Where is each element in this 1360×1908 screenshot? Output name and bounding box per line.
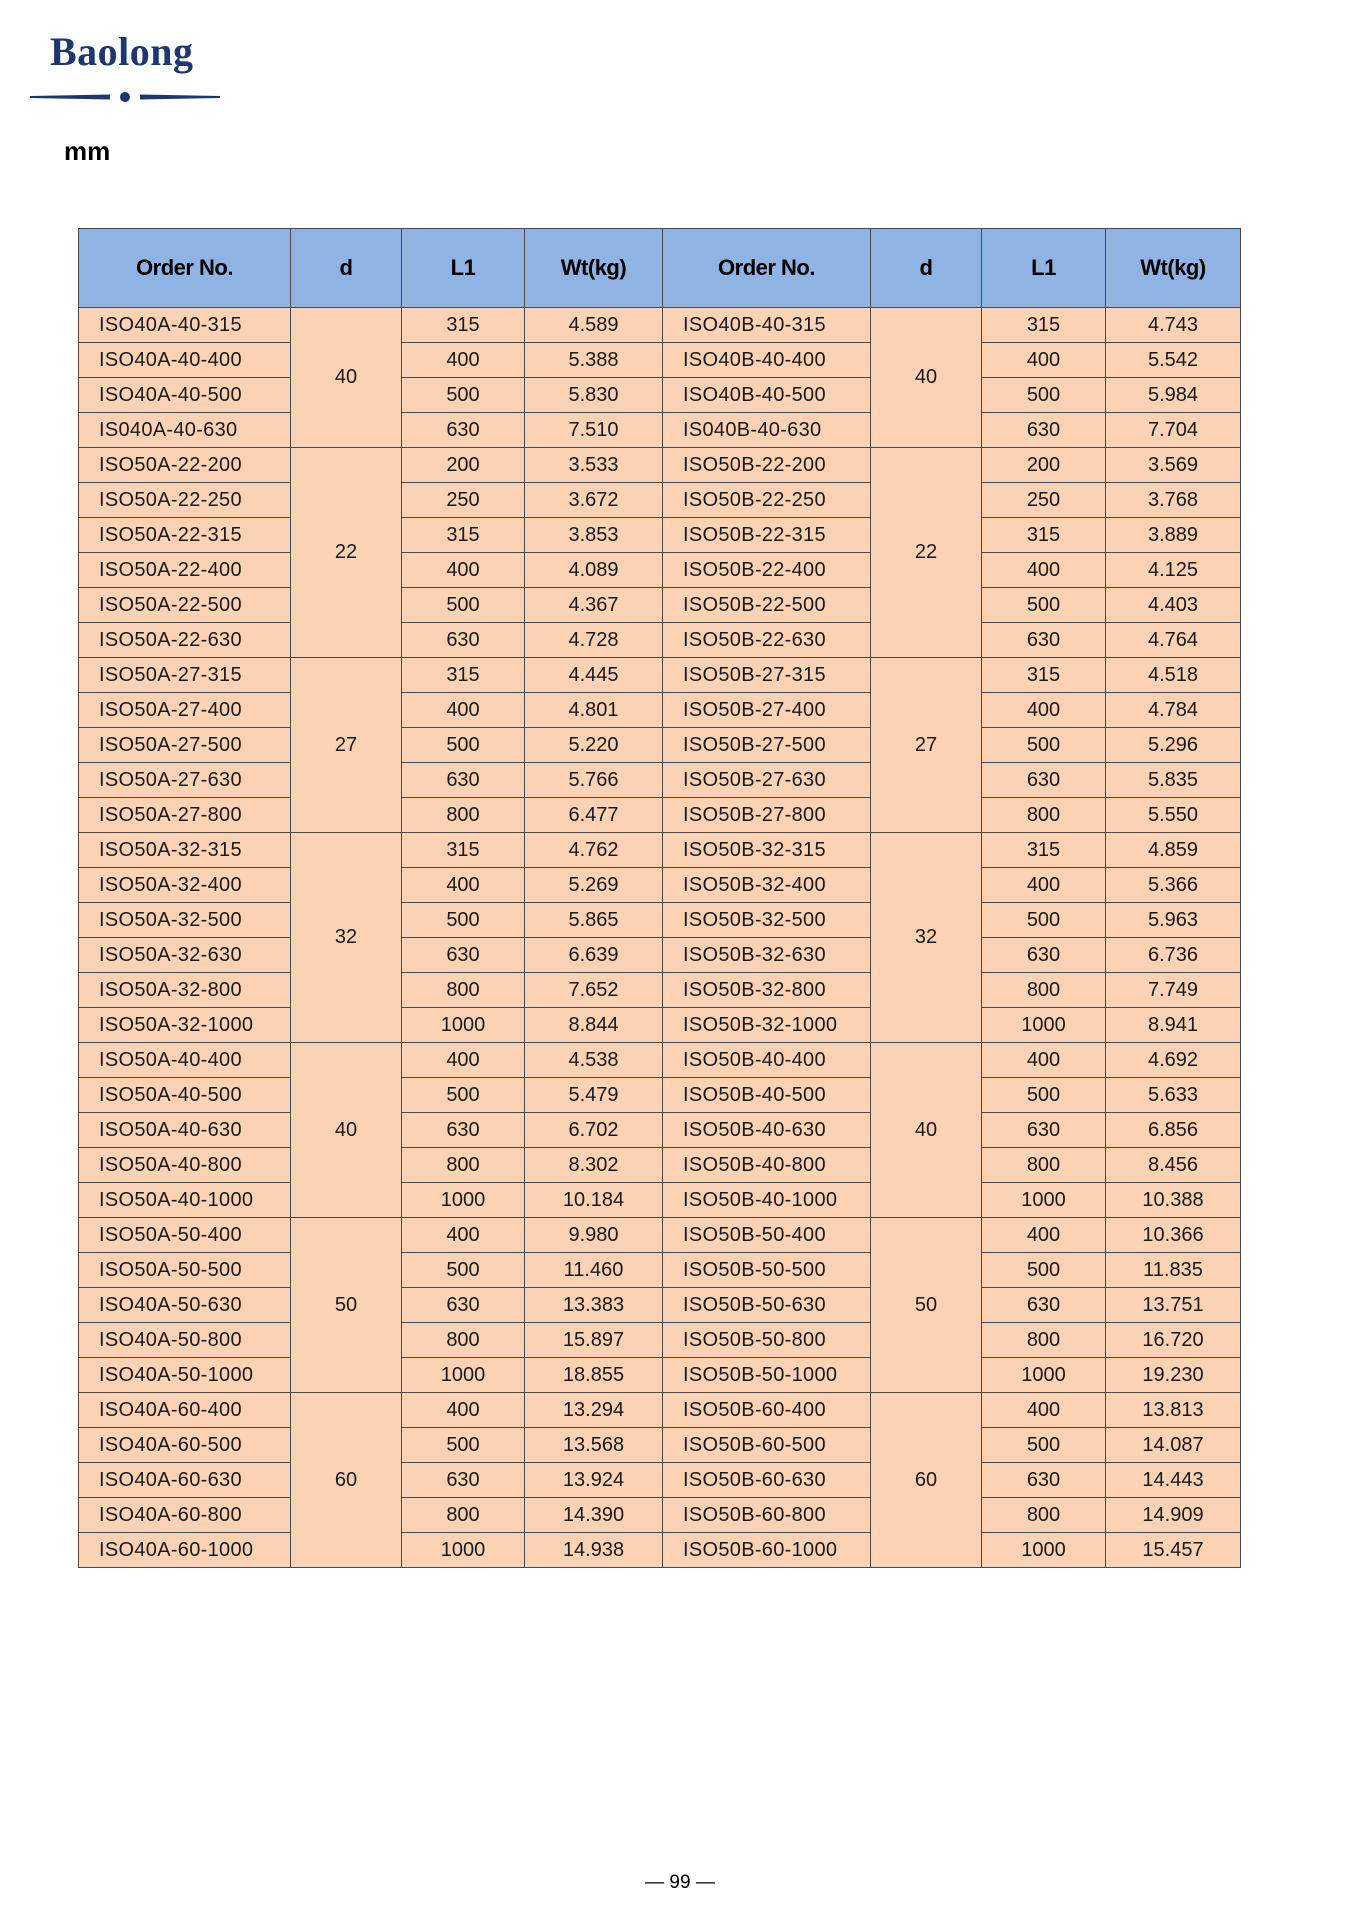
weight-a-cell: 4.801 bbox=[525, 693, 663, 728]
table-row bbox=[79, 798, 1241, 833]
table-row bbox=[79, 1113, 1241, 1148]
header-d-b: d bbox=[871, 229, 982, 308]
order-no-a-cell: ISO40A-40-315 bbox=[79, 308, 291, 343]
table-row bbox=[79, 1288, 1241, 1323]
table-body bbox=[79, 308, 1241, 1568]
table-row bbox=[79, 1218, 1241, 1253]
order-no-b-cell: ISO50B-32-315 bbox=[663, 833, 871, 868]
order-no-a-cell: ISO50A-27-400 bbox=[79, 693, 291, 728]
weight-a-cell: 7.510 bbox=[525, 413, 663, 448]
l1-a-cell: 400 bbox=[402, 553, 525, 588]
order-no-a-cell: ISO50A-32-500 bbox=[79, 903, 291, 938]
weight-b-cell: 19.230 bbox=[1106, 1358, 1241, 1393]
order-no-b-cell: ISO50B-60-800 bbox=[663, 1498, 871, 1533]
d-b-cell: 40 bbox=[871, 1043, 982, 1218]
weight-b-cell: 4.859 bbox=[1106, 833, 1241, 868]
order-no-b-cell: ISO50B-50-400 bbox=[663, 1218, 871, 1253]
order-no-a-cell: ISO50A-32-400 bbox=[79, 868, 291, 903]
weight-a-cell: 11.460 bbox=[525, 1253, 663, 1288]
weight-b-cell: 16.720 bbox=[1106, 1323, 1241, 1358]
l1-a-cell: 500 bbox=[402, 1078, 525, 1113]
l1-a-cell: 500 bbox=[402, 728, 525, 763]
header-l1-a: L1 bbox=[402, 229, 525, 308]
order-no-b-cell: ISO50B-32-500 bbox=[663, 903, 871, 938]
weight-b-cell: 10.388 bbox=[1106, 1183, 1241, 1218]
order-no-b-cell: ISO50B-60-500 bbox=[663, 1428, 871, 1463]
order-no-b-cell: ISO40B-40-500 bbox=[663, 378, 871, 413]
weight-a-cell: 4.538 bbox=[525, 1043, 663, 1078]
order-no-b-cell: ISO50B-22-200 bbox=[663, 448, 871, 483]
l1-a-cell: 315 bbox=[402, 518, 525, 553]
l1-b-cell: 315 bbox=[982, 308, 1106, 343]
l1-b-cell: 800 bbox=[982, 973, 1106, 1008]
table-row bbox=[79, 483, 1241, 518]
weight-a-cell: 18.855 bbox=[525, 1358, 663, 1393]
header-order-no-b: Order No. bbox=[663, 229, 871, 308]
l1-a-cell: 800 bbox=[402, 1323, 525, 1358]
weight-b-cell: 8.456 bbox=[1106, 1148, 1241, 1183]
table-row bbox=[79, 1498, 1241, 1533]
table-row bbox=[79, 553, 1241, 588]
l1-b-cell: 630 bbox=[982, 413, 1106, 448]
table-row bbox=[79, 1148, 1241, 1183]
table-row bbox=[79, 1323, 1241, 1358]
table-row bbox=[79, 833, 1241, 868]
d-a-cell: 50 bbox=[291, 1218, 402, 1393]
l1-a-cell: 500 bbox=[402, 588, 525, 623]
brand-logo bbox=[30, 28, 220, 103]
d-a-cell: 27 bbox=[291, 658, 402, 833]
weight-a-cell: 13.924 bbox=[525, 1463, 663, 1498]
l1-a-cell: 500 bbox=[402, 1253, 525, 1288]
order-no-b-cell: ISO50B-22-315 bbox=[663, 518, 871, 553]
l1-a-cell: 1000 bbox=[402, 1358, 525, 1393]
order-no-a-cell: ISO40A-50-800 bbox=[79, 1323, 291, 1358]
weight-a-cell: 4.589 bbox=[525, 308, 663, 343]
weight-a-cell: 4.728 bbox=[525, 623, 663, 658]
weight-a-cell: 15.897 bbox=[525, 1323, 663, 1358]
order-no-b-cell: ISO50B-40-400 bbox=[663, 1043, 871, 1078]
d-a-cell: 40 bbox=[291, 308, 402, 448]
weight-b-cell: 13.751 bbox=[1106, 1288, 1241, 1323]
weight-a-cell: 3.533 bbox=[525, 448, 663, 483]
spec-table bbox=[78, 228, 1241, 1568]
order-no-b-cell: ISO50B-50-500 bbox=[663, 1253, 871, 1288]
l1-a-cell: 630 bbox=[402, 1463, 525, 1498]
l1-a-cell: 400 bbox=[402, 1393, 525, 1428]
weight-a-cell: 5.766 bbox=[525, 763, 663, 798]
weight-b-cell: 3.569 bbox=[1106, 448, 1241, 483]
weight-b-cell: 5.366 bbox=[1106, 868, 1241, 903]
weight-b-cell: 8.941 bbox=[1106, 1008, 1241, 1043]
header-l1-b: L1 bbox=[982, 229, 1106, 308]
header-d-a: d bbox=[291, 229, 402, 308]
order-no-a-cell: ISO50A-32-1000 bbox=[79, 1008, 291, 1043]
weight-b-cell: 3.768 bbox=[1106, 483, 1241, 518]
weight-a-cell: 8.844 bbox=[525, 1008, 663, 1043]
weight-a-cell: 13.568 bbox=[525, 1428, 663, 1463]
l1-b-cell: 1000 bbox=[982, 1183, 1106, 1218]
l1-b-cell: 1000 bbox=[982, 1533, 1106, 1568]
l1-b-cell: 250 bbox=[982, 483, 1106, 518]
weight-b-cell: 15.457 bbox=[1106, 1533, 1241, 1568]
order-no-b-cell: ISO50B-40-1000 bbox=[663, 1183, 871, 1218]
weight-a-cell: 5.830 bbox=[525, 378, 663, 413]
order-no-b-cell: ISO50B-40-500 bbox=[663, 1078, 871, 1113]
order-no-b-cell: ISO50B-50-1000 bbox=[663, 1358, 871, 1393]
l1-b-cell: 400 bbox=[982, 553, 1106, 588]
table-row bbox=[79, 693, 1241, 728]
l1-b-cell: 500 bbox=[982, 1253, 1106, 1288]
weight-b-cell: 5.550 bbox=[1106, 798, 1241, 833]
table-row bbox=[79, 1043, 1241, 1078]
weight-b-cell: 4.125 bbox=[1106, 553, 1241, 588]
l1-b-cell: 400 bbox=[982, 693, 1106, 728]
weight-a-cell: 14.938 bbox=[525, 1533, 663, 1568]
order-no-b-cell: ISO50B-32-630 bbox=[663, 938, 871, 973]
l1-a-cell: 1000 bbox=[402, 1183, 525, 1218]
weight-b-cell: 5.963 bbox=[1106, 903, 1241, 938]
l1-b-cell: 630 bbox=[982, 623, 1106, 658]
weight-b-cell: 5.633 bbox=[1106, 1078, 1241, 1113]
l1-a-cell: 630 bbox=[402, 763, 525, 798]
table-row bbox=[79, 413, 1241, 448]
d-a-cell: 32 bbox=[291, 833, 402, 1043]
weight-b-cell: 4.692 bbox=[1106, 1043, 1241, 1078]
table-row bbox=[79, 973, 1241, 1008]
weight-b-cell: 5.835 bbox=[1106, 763, 1241, 798]
l1-a-cell: 800 bbox=[402, 798, 525, 833]
order-no-a-cell: IS040A-40-630 bbox=[79, 413, 291, 448]
weight-a-cell: 14.390 bbox=[525, 1498, 663, 1533]
l1-b-cell: 500 bbox=[982, 1078, 1106, 1113]
table-row bbox=[79, 1253, 1241, 1288]
weight-a-cell: 5.865 bbox=[525, 903, 663, 938]
l1-b-cell: 200 bbox=[982, 448, 1106, 483]
table-row bbox=[79, 1463, 1241, 1498]
order-no-b-cell: ISO50B-32-1000 bbox=[663, 1008, 871, 1043]
order-no-b-cell: ISO50B-32-800 bbox=[663, 973, 871, 1008]
l1-a-cell: 250 bbox=[402, 483, 525, 518]
d-b-cell: 22 bbox=[871, 448, 982, 658]
order-no-b-cell: ISO50B-60-1000 bbox=[663, 1533, 871, 1568]
l1-b-cell: 800 bbox=[982, 1323, 1106, 1358]
order-no-b-cell: ISO50B-32-400 bbox=[663, 868, 871, 903]
table-row bbox=[79, 378, 1241, 413]
weight-b-cell: 6.736 bbox=[1106, 938, 1241, 973]
table-row bbox=[79, 1008, 1241, 1043]
order-no-a-cell: ISO50A-40-800 bbox=[79, 1148, 291, 1183]
weight-b-cell: 5.542 bbox=[1106, 343, 1241, 378]
table-row bbox=[79, 308, 1241, 343]
order-no-b-cell: ISO50B-40-630 bbox=[663, 1113, 871, 1148]
weight-b-cell: 13.813 bbox=[1106, 1393, 1241, 1428]
l1-a-cell: 315 bbox=[402, 833, 525, 868]
order-no-a-cell: ISO40A-60-400 bbox=[79, 1393, 291, 1428]
l1-b-cell: 630 bbox=[982, 1288, 1106, 1323]
l1-a-cell: 315 bbox=[402, 308, 525, 343]
weight-a-cell: 5.220 bbox=[525, 728, 663, 763]
unit-label: mm bbox=[64, 136, 111, 166]
weight-a-cell: 13.383 bbox=[525, 1288, 663, 1323]
order-no-a-cell: ISO50A-27-500 bbox=[79, 728, 291, 763]
l1-b-cell: 500 bbox=[982, 903, 1106, 938]
weight-a-cell: 6.477 bbox=[525, 798, 663, 833]
order-no-b-cell: ISO50B-27-315 bbox=[663, 658, 871, 693]
weight-a-cell: 5.269 bbox=[525, 868, 663, 903]
order-no-b-cell: ISO50B-60-400 bbox=[663, 1393, 871, 1428]
order-no-a-cell: ISO50A-27-630 bbox=[79, 763, 291, 798]
order-no-a-cell: ISO50A-22-200 bbox=[79, 448, 291, 483]
d-a-cell: 22 bbox=[291, 448, 402, 658]
header-weight-b: Wt(kg) bbox=[1106, 229, 1241, 308]
l1-b-cell: 400 bbox=[982, 1393, 1106, 1428]
weight-b-cell: 4.743 bbox=[1106, 308, 1241, 343]
weight-a-cell: 4.089 bbox=[525, 553, 663, 588]
logo-swoosh-icon bbox=[30, 90, 220, 104]
table-header-row bbox=[79, 229, 1241, 308]
order-no-a-cell: ISO50A-22-500 bbox=[79, 588, 291, 623]
l1-b-cell: 630 bbox=[982, 1113, 1106, 1148]
l1-a-cell: 800 bbox=[402, 1498, 525, 1533]
d-b-cell: 40 bbox=[871, 308, 982, 448]
weight-b-cell: 6.856 bbox=[1106, 1113, 1241, 1148]
l1-a-cell: 630 bbox=[402, 1113, 525, 1148]
l1-a-cell: 630 bbox=[402, 623, 525, 658]
order-no-a-cell: ISO50A-40-630 bbox=[79, 1113, 291, 1148]
l1-b-cell: 400 bbox=[982, 1218, 1106, 1253]
order-no-b-cell: ISO50B-60-630 bbox=[663, 1463, 871, 1498]
weight-b-cell: 5.296 bbox=[1106, 728, 1241, 763]
table-row bbox=[79, 763, 1241, 798]
page-number: — 99 — bbox=[645, 1872, 715, 1893]
weight-b-cell: 10.366 bbox=[1106, 1218, 1241, 1253]
table-row bbox=[79, 1393, 1241, 1428]
order-no-b-cell: ISO50B-40-800 bbox=[663, 1148, 871, 1183]
order-no-a-cell: ISO50A-40-500 bbox=[79, 1078, 291, 1113]
weight-a-cell: 3.853 bbox=[525, 518, 663, 553]
order-no-a-cell: ISO40A-40-500 bbox=[79, 378, 291, 413]
table-row bbox=[79, 1428, 1241, 1463]
order-no-a-cell: ISO50A-22-250 bbox=[79, 483, 291, 518]
table-row bbox=[79, 448, 1241, 483]
table-row bbox=[79, 728, 1241, 763]
header-order-no-a: Order No. bbox=[79, 229, 291, 308]
l1-b-cell: 800 bbox=[982, 1498, 1106, 1533]
l1-a-cell: 1000 bbox=[402, 1008, 525, 1043]
order-no-a-cell: ISO40A-60-500 bbox=[79, 1428, 291, 1463]
table-row bbox=[79, 868, 1241, 903]
l1-b-cell: 400 bbox=[982, 1043, 1106, 1078]
table-row bbox=[79, 903, 1241, 938]
table-row bbox=[79, 518, 1241, 553]
l1-a-cell: 500 bbox=[402, 903, 525, 938]
l1-b-cell: 500 bbox=[982, 728, 1106, 763]
order-no-a-cell: ISO50A-40-400 bbox=[79, 1043, 291, 1078]
table-row bbox=[79, 1358, 1241, 1393]
l1-b-cell: 500 bbox=[982, 1428, 1106, 1463]
order-no-a-cell: ISO40A-60-800 bbox=[79, 1498, 291, 1533]
l1-a-cell: 1000 bbox=[402, 1533, 525, 1568]
table-row bbox=[79, 658, 1241, 693]
weight-b-cell: 4.518 bbox=[1106, 658, 1241, 693]
l1-b-cell: 400 bbox=[982, 343, 1106, 378]
order-no-a-cell: ISO50A-50-400 bbox=[79, 1218, 291, 1253]
weight-b-cell: 7.704 bbox=[1106, 413, 1241, 448]
l1-a-cell: 315 bbox=[402, 658, 525, 693]
order-no-b-cell: ISO40B-40-400 bbox=[663, 343, 871, 378]
order-no-a-cell: ISO50A-32-630 bbox=[79, 938, 291, 973]
l1-b-cell: 630 bbox=[982, 1463, 1106, 1498]
order-no-b-cell: ISO50B-50-800 bbox=[663, 1323, 871, 1358]
d-b-cell: 32 bbox=[871, 833, 982, 1043]
order-no-b-cell: ISO50B-22-250 bbox=[663, 483, 871, 518]
weight-b-cell: 4.403 bbox=[1106, 588, 1241, 623]
order-no-b-cell: ISO50B-22-400 bbox=[663, 553, 871, 588]
l1-b-cell: 630 bbox=[982, 763, 1106, 798]
weight-a-cell: 4.762 bbox=[525, 833, 663, 868]
d-a-cell: 40 bbox=[291, 1043, 402, 1218]
weight-a-cell: 3.672 bbox=[525, 483, 663, 518]
order-no-a-cell: ISO40A-50-1000 bbox=[79, 1358, 291, 1393]
order-no-b-cell: ISO50B-27-400 bbox=[663, 693, 871, 728]
l1-b-cell: 630 bbox=[982, 938, 1106, 973]
l1-b-cell: 315 bbox=[982, 833, 1106, 868]
weight-b-cell: 14.443 bbox=[1106, 1463, 1241, 1498]
weight-a-cell: 5.479 bbox=[525, 1078, 663, 1113]
weight-a-cell: 7.652 bbox=[525, 973, 663, 1008]
table-row bbox=[79, 623, 1241, 658]
weight-b-cell: 5.984 bbox=[1106, 378, 1241, 413]
order-no-a-cell: ISO40A-40-400 bbox=[79, 343, 291, 378]
header-weight-a: Wt(kg) bbox=[525, 229, 663, 308]
order-no-a-cell: ISO40A-60-1000 bbox=[79, 1533, 291, 1568]
weight-b-cell: 4.764 bbox=[1106, 623, 1241, 658]
order-no-b-cell: ISO50B-27-800 bbox=[663, 798, 871, 833]
order-no-a-cell: ISO50A-27-315 bbox=[79, 658, 291, 693]
table-row bbox=[79, 1183, 1241, 1218]
l1-b-cell: 1000 bbox=[982, 1008, 1106, 1043]
l1-b-cell: 315 bbox=[982, 518, 1106, 553]
l1-a-cell: 400 bbox=[402, 693, 525, 728]
l1-a-cell: 630 bbox=[402, 1288, 525, 1323]
weight-b-cell: 7.749 bbox=[1106, 973, 1241, 1008]
order-no-b-cell: ISO50B-27-500 bbox=[663, 728, 871, 763]
table-row bbox=[79, 1533, 1241, 1568]
l1-b-cell: 315 bbox=[982, 658, 1106, 693]
weight-a-cell: 9.980 bbox=[525, 1218, 663, 1253]
order-no-a-cell: ISO50A-22-400 bbox=[79, 553, 291, 588]
l1-b-cell: 400 bbox=[982, 868, 1106, 903]
l1-a-cell: 800 bbox=[402, 1148, 525, 1183]
order-no-a-cell: ISO50A-32-800 bbox=[79, 973, 291, 1008]
l1-a-cell: 400 bbox=[402, 868, 525, 903]
weight-a-cell: 6.639 bbox=[525, 938, 663, 973]
brand-name: Baolong bbox=[50, 29, 194, 74]
weight-a-cell: 13.294 bbox=[525, 1393, 663, 1428]
order-no-a-cell: ISO50A-27-800 bbox=[79, 798, 291, 833]
order-no-b-cell: ISO50B-22-500 bbox=[663, 588, 871, 623]
order-no-b-cell: ISO50B-27-630 bbox=[663, 763, 871, 798]
table-row bbox=[79, 343, 1241, 378]
l1-a-cell: 400 bbox=[402, 343, 525, 378]
order-no-b-cell: ISO50B-22-630 bbox=[663, 623, 871, 658]
l1-a-cell: 500 bbox=[402, 378, 525, 413]
order-no-a-cell: ISO40A-60-630 bbox=[79, 1463, 291, 1498]
l1-a-cell: 400 bbox=[402, 1218, 525, 1253]
weight-a-cell: 5.388 bbox=[525, 343, 663, 378]
l1-a-cell: 500 bbox=[402, 1428, 525, 1463]
order-no-a-cell: ISO50A-22-630 bbox=[79, 623, 291, 658]
weight-b-cell: 14.087 bbox=[1106, 1428, 1241, 1463]
order-no-a-cell: ISO40A-50-630 bbox=[79, 1288, 291, 1323]
l1-a-cell: 400 bbox=[402, 1043, 525, 1078]
l1-a-cell: 200 bbox=[402, 448, 525, 483]
l1-a-cell: 800 bbox=[402, 973, 525, 1008]
weight-b-cell: 11.835 bbox=[1106, 1253, 1241, 1288]
table-row bbox=[79, 588, 1241, 623]
order-no-a-cell: ISO50A-40-1000 bbox=[79, 1183, 291, 1218]
table-row bbox=[79, 938, 1241, 973]
l1-b-cell: 800 bbox=[982, 1148, 1106, 1183]
d-b-cell: 27 bbox=[871, 658, 982, 833]
weight-b-cell: 3.889 bbox=[1106, 518, 1241, 553]
l1-b-cell: 500 bbox=[982, 588, 1106, 623]
order-no-a-cell: ISO50A-50-500 bbox=[79, 1253, 291, 1288]
weight-a-cell: 6.702 bbox=[525, 1113, 663, 1148]
d-b-cell: 50 bbox=[871, 1218, 982, 1393]
l1-a-cell: 630 bbox=[402, 938, 525, 973]
order-no-b-cell: IS040B-40-630 bbox=[663, 413, 871, 448]
weight-a-cell: 8.302 bbox=[525, 1148, 663, 1183]
l1-a-cell: 630 bbox=[402, 413, 525, 448]
table-row bbox=[79, 1078, 1241, 1113]
weight-b-cell: 4.784 bbox=[1106, 693, 1241, 728]
order-no-b-cell: ISO50B-50-630 bbox=[663, 1288, 871, 1323]
order-no-a-cell: ISO50A-32-315 bbox=[79, 833, 291, 868]
d-a-cell: 60 bbox=[291, 1393, 402, 1568]
l1-b-cell: 1000 bbox=[982, 1358, 1106, 1393]
d-b-cell: 60 bbox=[871, 1393, 982, 1568]
weight-a-cell: 4.445 bbox=[525, 658, 663, 693]
weight-a-cell: 4.367 bbox=[525, 588, 663, 623]
order-no-a-cell: ISO50A-22-315 bbox=[79, 518, 291, 553]
order-no-b-cell: ISO40B-40-315 bbox=[663, 308, 871, 343]
weight-b-cell: 14.909 bbox=[1106, 1498, 1241, 1533]
weight-a-cell: 10.184 bbox=[525, 1183, 663, 1218]
l1-b-cell: 500 bbox=[982, 378, 1106, 413]
l1-b-cell: 800 bbox=[982, 798, 1106, 833]
